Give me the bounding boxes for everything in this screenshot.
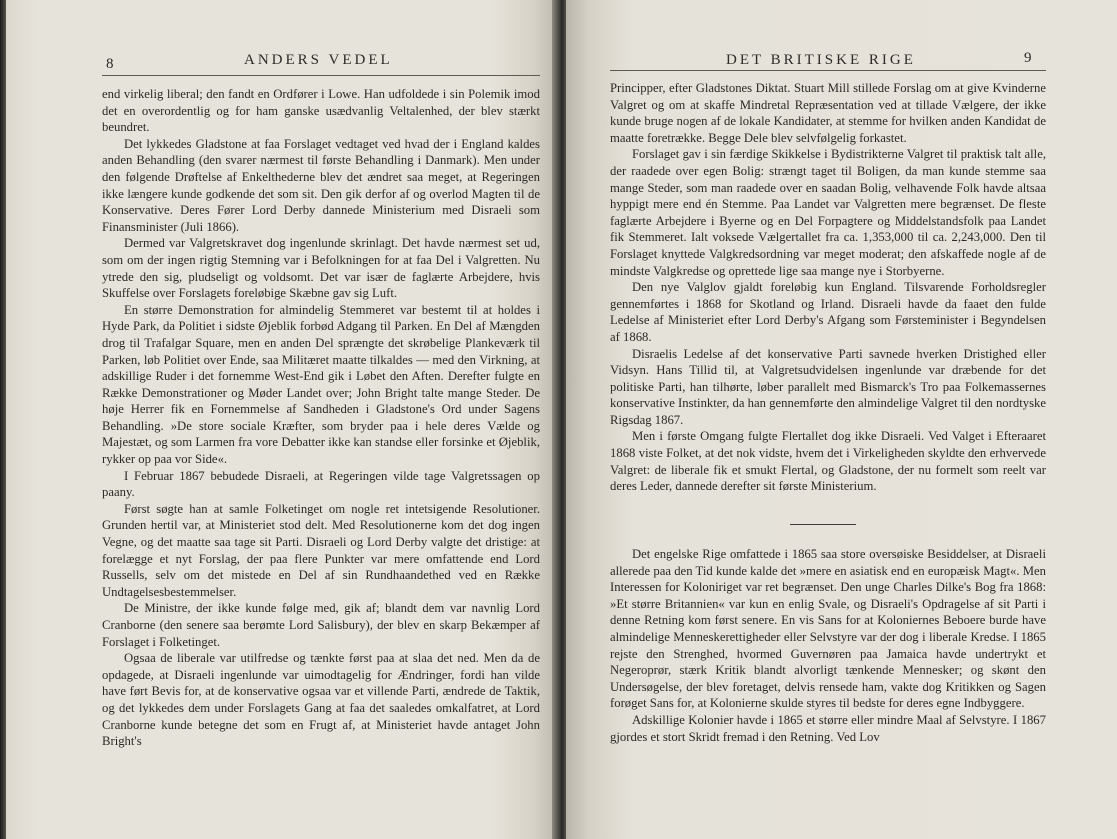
body-text: [102, 86, 540, 750]
paragraph: De Ministre, der ikke kunde følge med, gik af; blandt dem var navnlig Lord Cranborne (den senere saa berømte Lord Salisbury), der blev en skarp Bekæmper af Forslaget i Folketinget.: [102, 601, 540, 649]
running-head: ANDERS VEDEL: [244, 52, 393, 68]
paragraph: En større Demonstration for almindelig Stemmeret var bestemt til at holdes i Hyde Park, da Politiet i sidste Øjeblik forbød Adgang til Parken. En Del af Mængden drog til Trafalgar Square, men en anden Del sprængte det skrøbelige Plankeværk til Parken, løb Politiet over Ende, saa Militæret maatte tilkaldes — med den Virkning, at adskillige Ruder i det fornemme West-End gik i Løbet den Aften. Derefter fulgte en Række Demonstrationer og Møder Landet over; John Bright talte mange Steder. De høje Herrer fik en Fornemmelse af Sandheden i Gladstone's Ord under Sagens Behandling. »De store sociale Kræfter, som bryder paa i hele deres Vælde og Majestæt, og som Larmen fra vore Debatter ikke kan standse eller forsinke et Øjeblik, rykker op paa vor Side«.: [102, 302, 540, 467]
right-page: [566, 0, 1117, 839]
paragraph: Det lykkedes Gladstone at faa Forslaget vedtaget ved hvad der i England kaldes anden Behandling (den svarer nærmest til første Behandling i Danmark). Men under den følgende Drøftelse af Enkelthederne blev det ændret saa meget, at Regeringen ikke længere kunde godkende det som sit. Den gik derfor af og overlod Magten til de Konservative. Deres Fører Lord Derby dannede Ministerium med Disraeli som Finansminister (Juli 1866).: [102, 136, 540, 234]
header-rule: [610, 70, 1046, 71]
paragraph: end virkelig liberal; den fandt en Ordfører i Lowe. Han udfoldede i sin Polemik imod det en overordentlig og for ham ganske usædvanlig Veltalenhed, der blev stærkt beundret.: [102, 87, 540, 135]
running-head: DET BRITISKE RIGE: [726, 52, 916, 68]
body-text: [610, 80, 1046, 495]
page-number: 8: [106, 56, 114, 72]
paragraph: Det engelske Rige omfattede i 1865 saa store oversøiske Besiddelser, at Disraeli allerede paa den Tid kunde kalde det »mere en asiatisk end en europæisk Magt«. Men Interessen for Koloniriget var ret begrænset. Den unge Charles Dilke's Bog fra 1868: »Et større Britannien« var kun en enlig Svale, og Disraeli's Opdragelse af sit Parti i denne Retning kom først senere. En vis Sans for at Koloniernes Beboere burde have almindelige Menneskerettigheder eller Selvstyre var der dog i liberale Kredse. I 1865 rejste den Strenghed, hvormed Guvernøren paa Jamaica havde undertrykt et Negeroprør, stærk Kritik blandt alvorligt tænkende Mennesker; og skønt den Undersøgelse, der blev foretaget, delvis rensede ham, vakte dog Kritikken og Sagen forøget Sans for, at Kolonierne skulde styres til bedste for deres egne Indbyggere.: [610, 547, 1046, 711]
paragraph: Disraelis Ledelse af det konservative Parti savnede hverken Dristighed eller Vidsyn. Hans Tillid til, at Valgretsudvidelsen ingenlunde var dræbende for det politiske Parti, han tilhørte, løber parallelt med Bismarck's Tro paa Folkemassernes konservative Instinkter, da han gennemførte den almindelige Valgret til den nordtyske Rigsdag 1867.: [610, 346, 1046, 427]
left-page: [6, 0, 556, 839]
paragraph: Dermed var Valgretskravet dog ingenlunde skrinlagt. Det havde nærmest set ud, som om der ingen rigtig Stemning var i Befolkningen for at faa Del i Valgretten. Nu ytrede den sig, pludseligt og voldsomt. Det var især de faglærte Arbejdere, hvis Skuffelse over Forslagets foreløbige Skæbne gav sig Luft.: [102, 236, 540, 301]
page-number: 9: [1024, 50, 1032, 66]
paragraph: Ogsaa de liberale var utilfredse og tænkte først paa at slaa det ned. Men da de opdagede, at Disraeli ingenlunde var uimodtagelig for Ændringer, fordi han vilde have ført Bevis for, at de konservative ogsaa var et villende Parti, ændrede de Taktik, og det lykkedes dem under Forslagets Gang at faa det saaledes omkalfatret, at Lord Cranborne kunde betegne det som en Frugt af, at Ministeriet havde antaget John Bright's: [102, 651, 540, 749]
paragraph: Principper, efter Gladstones Diktat. Stuart Mill stillede Forslag om at give Kvinderne Valgret og om at skaffe Mindretal Repræsentation ved at tillade Vælgere, der ikke kunde bruge nogen af de lokale Kandidater, at stemme for hvilken anden Kandidat de maatte foretrække. Begge Dele blev selvfølgelig forkastet.: [610, 81, 1046, 145]
paragraph: Først søgte han at samle Folketinget om nogle ret intetsigende Resolutioner. Grunden hertil var, at Ministeriet stod delt. Med Resolutionerne kom det dog ingen Vegne, og det maatte saa tage sit Parti. Disraeli og Lord Derby valgte det dristige: at forelægge et nyt Forslag, der paa flere Punkter var mere omfattende end Lord Russells, selv om det mistede en Del af sin Rundhaandethed ved en Række Undtagelsesbestemmelser.: [102, 501, 540, 599]
paragraph: I Februar 1867 bebudede Disraeli, at Regeringen vilde tage Valgretssagen op paany.: [102, 468, 540, 500]
paragraph: Adskillige Kolonier havde i 1865 et større eller mindre Maal af Selvstyre. I 1867 gjordes et stort Skridt fremad i den Retning. Ved Lov: [610, 712, 1046, 744]
section-divider: [790, 524, 856, 525]
paragraph: Men i første Omgang fulgte Flertallet dog ikke Disraeli. Ved Valget i Efteraaret 1868 viste Folket, at det nok vidste, hvem det i Virkeligheden skyldte den erhvervede Valgret: de liberale fik et smukt Flertal, og Gladstone, der nu formelt som reelt var deres Leder, dannede derefter sit første Ministerium.: [610, 429, 1046, 494]
body-text: [610, 546, 1046, 745]
paragraph: Forslaget gav i sin færdige Skikkelse i Bydistrikterne Valgret til praktisk talt alle, der raadede over egen Bolig: strængt taget til Boligen, da man kunde stemme saa mange Steder, som man raadede over en saadan Bolig, velhavende Folk havde altsaa hyppigt mere end én Stemme. Paa Landet var Valgretten mere begrænset. De fleste faglærte Arbejdere i Byerne og en Del Forpagtere og Middelstandsfolk paa Landet fik Stemmeret. Ialt voksede Vælgertallet fra ca. 1,353,000 til ca. 2,243,000. Den til Forslaget knyttede Valgkredsordning var meget moderat; den afskaffede nogle af de mindste Valgkredse og oprettede lige saa mange nye i Storbyerne.: [610, 147, 1046, 278]
header-rule: [102, 75, 540, 76]
paragraph: Den nye Valglov gjaldt foreløbig kun England. Tilsvarende Forholdsregler gennemførtes i 1868 for Skotland og Irland. Disraeli havde da faaet den fulde Ledelse af Ministeriet efter Lord Derby's Afgang som Førsteminister i Begyndelsen af 1868.: [610, 280, 1046, 344]
